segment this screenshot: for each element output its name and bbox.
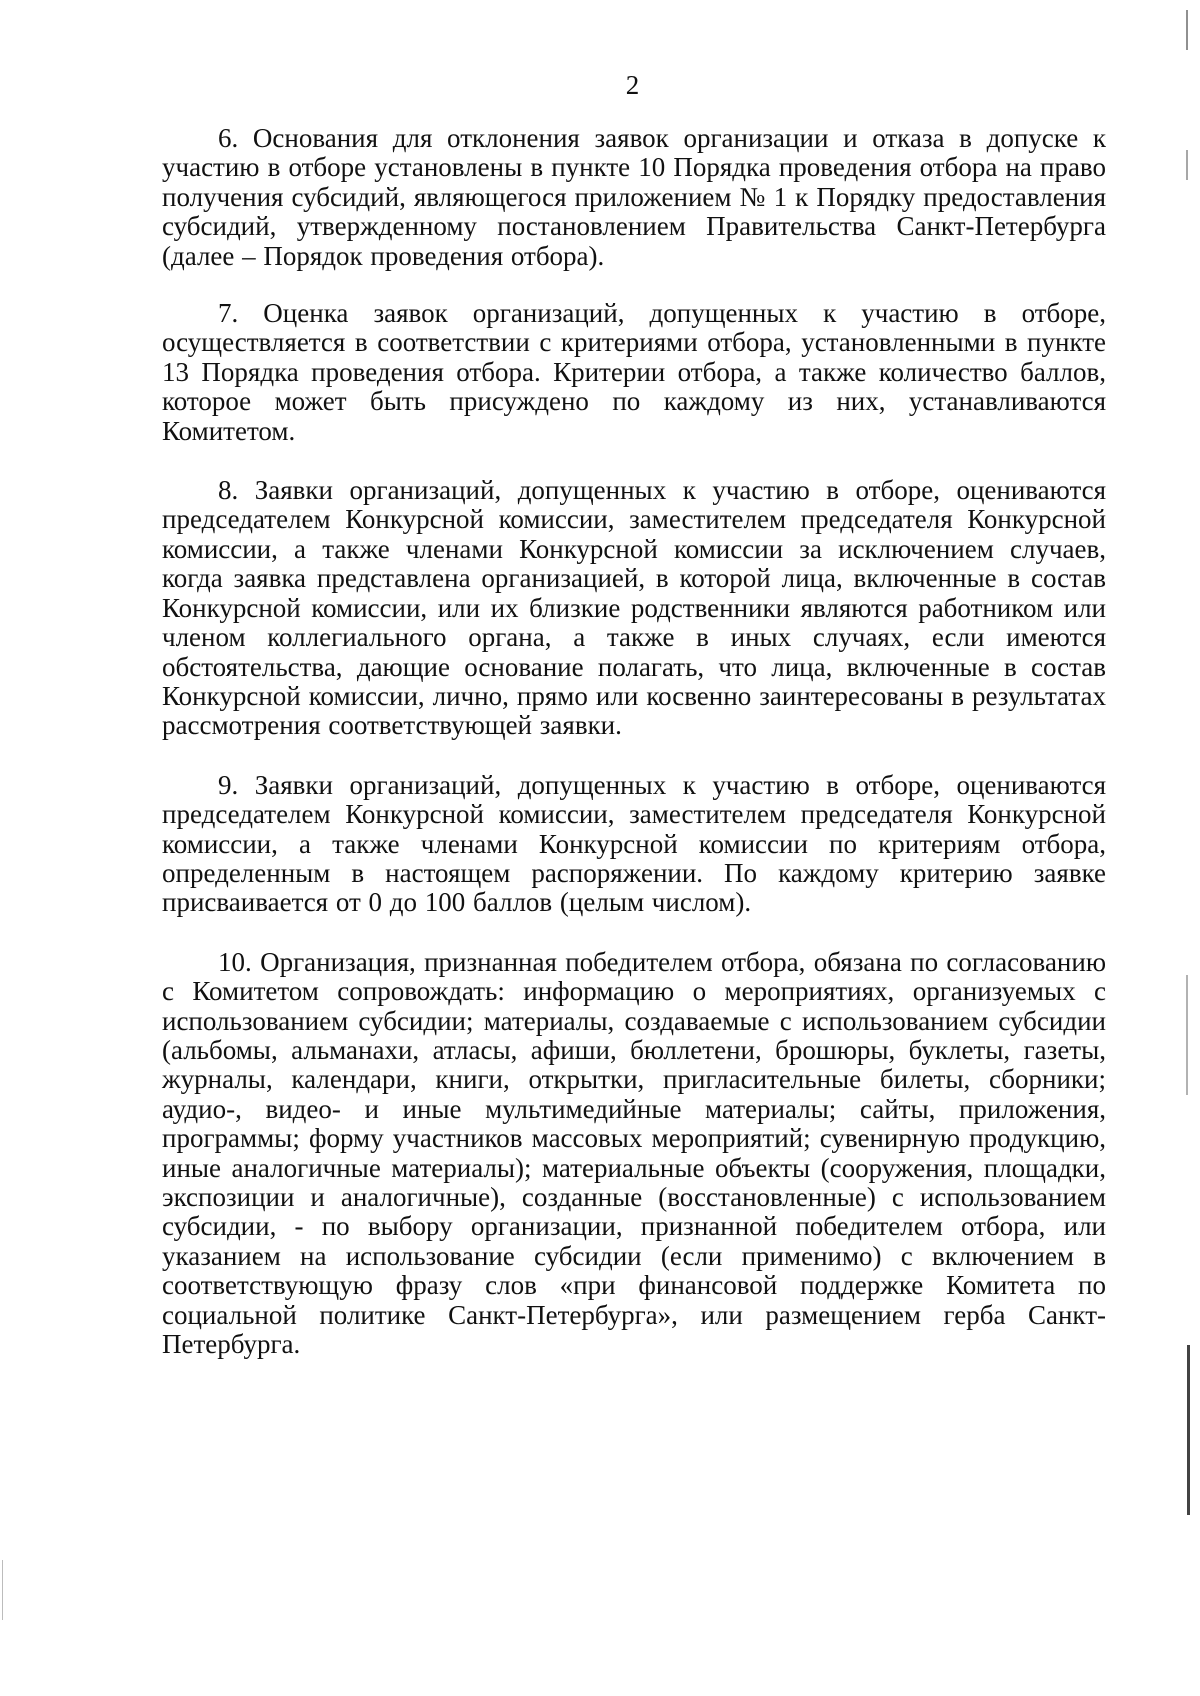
paragraph-8: 8. Заявки организаций, допущенных к участию в отборе, оцениваются председателем Конкурсной комиссии, заместителем председателя Конкурсной комиссии, а также членами Конкурсной комиссии за исключением случаев, когда заявка представлена организацией, в которой лица, включенные в состав Конкурсной комиссии, или их близкие родственники являются работником или членом коллегиального органа, а также в иных случаях, если имеются обстоятельства, дающие основание полагать, что лица, включенные в состав Конкурсной комиссии, лично, прямо или косвенно заинтересованы в результатах рассмотрения соответствующей заявки. bbox=[162, 475, 1106, 741]
paragraph-7: 7. Оценка заявок организаций, допущенных к участию в отборе, осуществляется в соответствии с критериями отбора, установленными в пункте 13 Порядка проведения отбора. Критерии отбора, а также количество баллов, которое может быть присуждено по каждому из них, устанавливаются Комитетом. bbox=[162, 298, 1106, 446]
paragraph-9: 9. Заявки организаций, допущенных к участию в отборе, оцениваются председателем Конкурсной комиссии, заместителем председателя Конкурсной комиссии, а также членами Конкурсной комиссии по критериям отбора, определенным в настоящем распоряжении. По каждому критерию заявке присваивается от 0 до 100 баллов (целым числом). bbox=[162, 769, 1106, 918]
page-number: 2 bbox=[625, 70, 640, 100]
paragraph-10: 10. Организация, признанная победителем отбора, обязана по согласованию с Комитетом сопровождать: информацию о мероприятиях, организуемых с использованием субсидии; материалы, создаваемые с использованием субсидии (альбомы, альманахи, атласы, афиши, бюллетени, брошюры, буклеты, газеты, журналы, календари, книги, открытки, пригласительные билеты, сборники; аудио-, видео- и иные мультимедийные материалы; сайты, приложения, программы; форму участников массовых мероприятий; сувенирную продукцию, иные аналогичные материалы); материальные объекты (сооружения, площадки, экспозиции и аналогичные), созданные (восстановленные) с использованием субсидии, - по выбору организации, признанной победителем отбора, или указанием на использование субсидии (если применимо) с включением в соответствующую фразу слов «при финансовой поддержке Комитета по социальной политике Санкт-Петербурга», или размещением герба Санкт-Петербурга. bbox=[162, 946, 1106, 1360]
paragraph-6: 6. Основания для отклонения заявок организации и отказа в допуске к участию в отборе установлены в пункте 10 Порядка проведения отбора на право получения субсидий, являющегося приложением № 1 к Порядку предоставления субсидий, утвержденному постановлением Правительства Санкт-Петербурга (далее – Порядок проведения отбора). bbox=[162, 123, 1106, 271]
document-body bbox=[162, 124, 1106, 1387]
